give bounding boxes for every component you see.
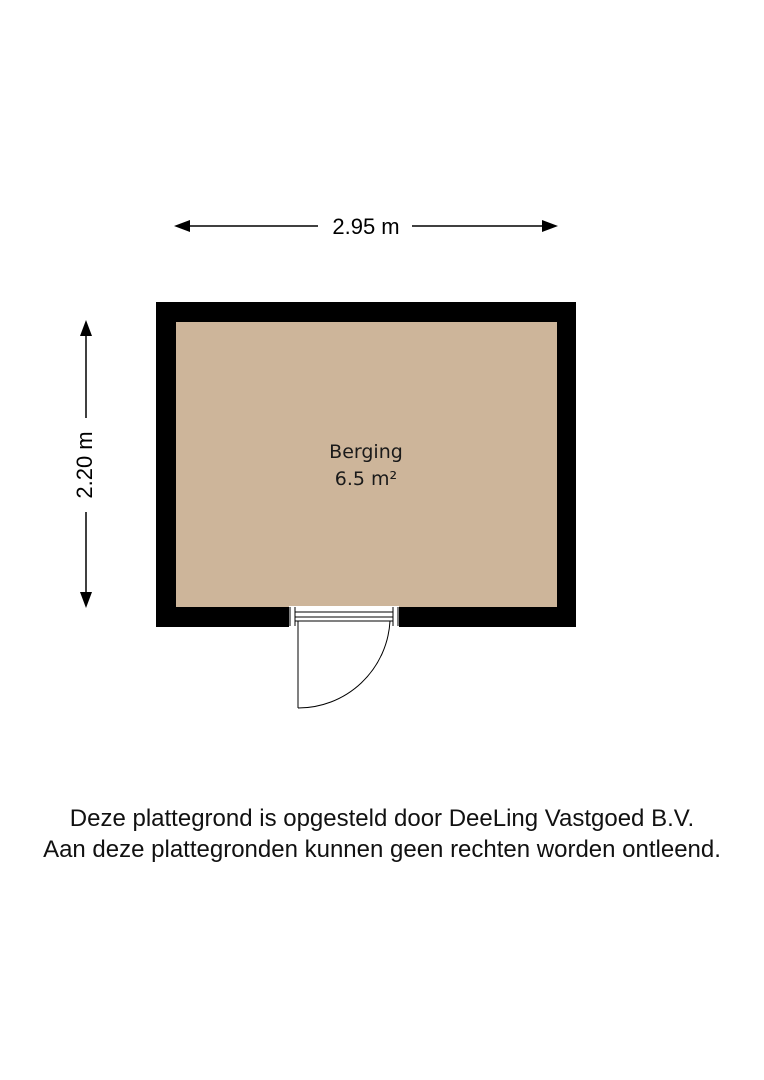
- height-dimension: [72, 320, 97, 608]
- room-floor: [176, 322, 557, 607]
- room-berging: [156, 302, 576, 708]
- door-swing: [298, 621, 390, 708]
- disclaimer-line-2: Aan deze plattegronden kunnen geen rechten worden ontleend.: [43, 836, 721, 863]
- arrow-right-icon: [542, 220, 558, 232]
- arrow-up-icon: [80, 320, 92, 336]
- room-area: 6.5 m²: [334, 468, 398, 490]
- height-dimension-label: 2.20 m: [71, 431, 97, 499]
- width-dimension: [174, 214, 558, 239]
- room-name: Berging: [329, 441, 403, 463]
- arrow-down-icon: [80, 592, 92, 608]
- width-dimension-label: 2.95 m: [332, 214, 400, 239]
- disclaimer: [0, 803, 764, 865]
- arrow-left-icon: [174, 220, 190, 232]
- disclaimer-line-1: Deze plattegrond is opgesteld door DeeLing Vastgoed B.V.: [69, 805, 695, 832]
